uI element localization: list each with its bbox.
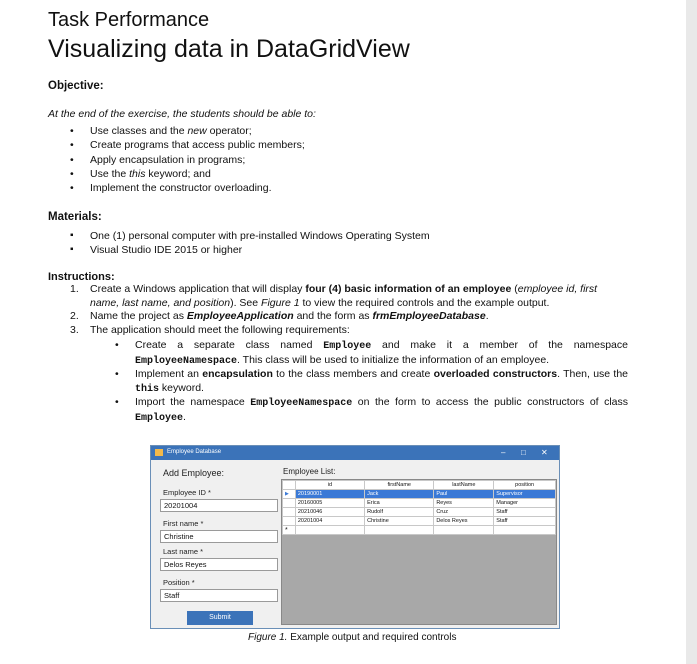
column-header[interactable]: position (494, 481, 556, 490)
materials-list (70, 229, 430, 258)
app-icon (155, 449, 163, 456)
objective-item: • Create programs that access public members; (70, 138, 305, 152)
table-cell[interactable]: Rudolf (365, 508, 434, 517)
table-cell[interactable]: Cruz (434, 508, 494, 517)
minimize-icon[interactable]: – (501, 448, 506, 457)
table-new-row[interactable] (283, 526, 556, 535)
table-cell[interactable]: Paul (434, 490, 494, 499)
table-header-row (283, 481, 556, 490)
table-row[interactable] (283, 508, 556, 517)
objective-item: • Apply encapsulation in programs; (70, 153, 305, 167)
page-title: Visualizing data in DataGridView (48, 35, 410, 63)
instruction-step-3: 3. The application should meet the following requirements: (70, 323, 350, 336)
first-name-input[interactable]: Christine (160, 530, 278, 543)
last-name-input[interactable]: Delos Reyes (160, 558, 278, 571)
table-cell[interactable]: 20210046 (295, 508, 364, 517)
last-name-label: Last name * (163, 547, 204, 556)
table-cell[interactable]: 20190001 (295, 490, 364, 499)
instructions-heading: Instructions: (48, 271, 115, 283)
table-cell[interactable]: Christine (365, 517, 434, 526)
objective-list (70, 124, 305, 195)
column-header[interactable]: firstName (365, 481, 434, 490)
table-cell[interactable]: Manager (494, 499, 556, 508)
objective-item: • Use the this keyword; and (70, 167, 305, 181)
table-cell[interactable]: Jack (365, 490, 434, 499)
employee-list-heading: Employee List: (283, 467, 336, 476)
column-header[interactable]: lastName (434, 481, 494, 490)
maximize-icon[interactable]: □ (521, 448, 526, 457)
close-icon[interactable]: ✕ (541, 448, 548, 457)
employee-id-input[interactable]: 20201004 (160, 499, 278, 512)
column-header[interactable]: id (295, 481, 364, 490)
table-cell[interactable]: Supervisor (494, 490, 556, 499)
table-row[interactable] (283, 490, 556, 499)
first-name-label: First name * (163, 519, 204, 528)
requirement-item: • Create a separate class named Employee and make it a member of the namespace EmployeeNamespace. This class will be used to initialize the information of an employee. (48, 339, 628, 368)
instruction-step-2: 2. Name the project as EmployeeApplication and the form as frmEmployeeDatabase. (70, 310, 489, 322)
submit-button[interactable]: Submit (187, 611, 253, 625)
window-titlebar (151, 446, 559, 460)
objective-heading: Objective: (48, 80, 104, 92)
figure-caption: Figure 1. Example output and required controls (248, 632, 457, 643)
objective-item: • Implement the constructor overloading. (70, 181, 305, 195)
position-label: Position * (163, 578, 195, 587)
task-label: Task Performance (48, 9, 210, 31)
table-cell[interactable]: Staff (494, 508, 556, 517)
materials-heading: Materials: (48, 211, 102, 223)
table-cell[interactable]: Delos Reyes (434, 517, 494, 526)
add-employee-heading: Add Employee: (163, 468, 225, 478)
requirement-item: • Import the namespace EmployeeNamespace on the form to access the public constructors of class Employee. (48, 396, 628, 425)
instructions (48, 271, 628, 425)
table-cell[interactable]: Erica (365, 499, 434, 508)
table-cell[interactable]: Reyes (434, 499, 494, 508)
table-row[interactable] (283, 517, 556, 526)
instruction-step-1: 1. Create a Windows application that will display four (4) basic information of an employee (employee id, first name, last name, and position). See Figure 1 to view the required controls and the example output. (70, 283, 598, 309)
objective-intro: At the end of the exercise, the students should be able to: (48, 108, 316, 120)
window-title: Employee Database (167, 449, 222, 455)
position-input[interactable]: Staff (160, 589, 278, 602)
table-row[interactable] (283, 499, 556, 508)
employee-datagridview[interactable] (281, 479, 557, 625)
table-cell[interactable]: 20160005 (295, 499, 364, 508)
viewer-side-margin (686, 0, 697, 664)
current-row-indicator: ▶ (283, 490, 296, 499)
materials-item: ▪ One (1) personal computer with pre-installed Windows Operating System (70, 229, 430, 243)
table-cell[interactable]: Staff (494, 517, 556, 526)
employee-id-label: Employee ID * (163, 488, 211, 497)
new-row-indicator: * (283, 526, 296, 535)
requirement-item: • Implement an encapsulation to the class members and create overloaded constructors. Then, use the this keyword. (48, 368, 628, 396)
employee-form-window (150, 445, 560, 629)
materials-item: ▪ Visual Studio IDE 2015 or higher (70, 243, 430, 257)
employee-table (282, 480, 556, 535)
objective-item: • Use classes and the new operator; (70, 124, 305, 138)
table-cell[interactable]: 20201004 (295, 517, 364, 526)
